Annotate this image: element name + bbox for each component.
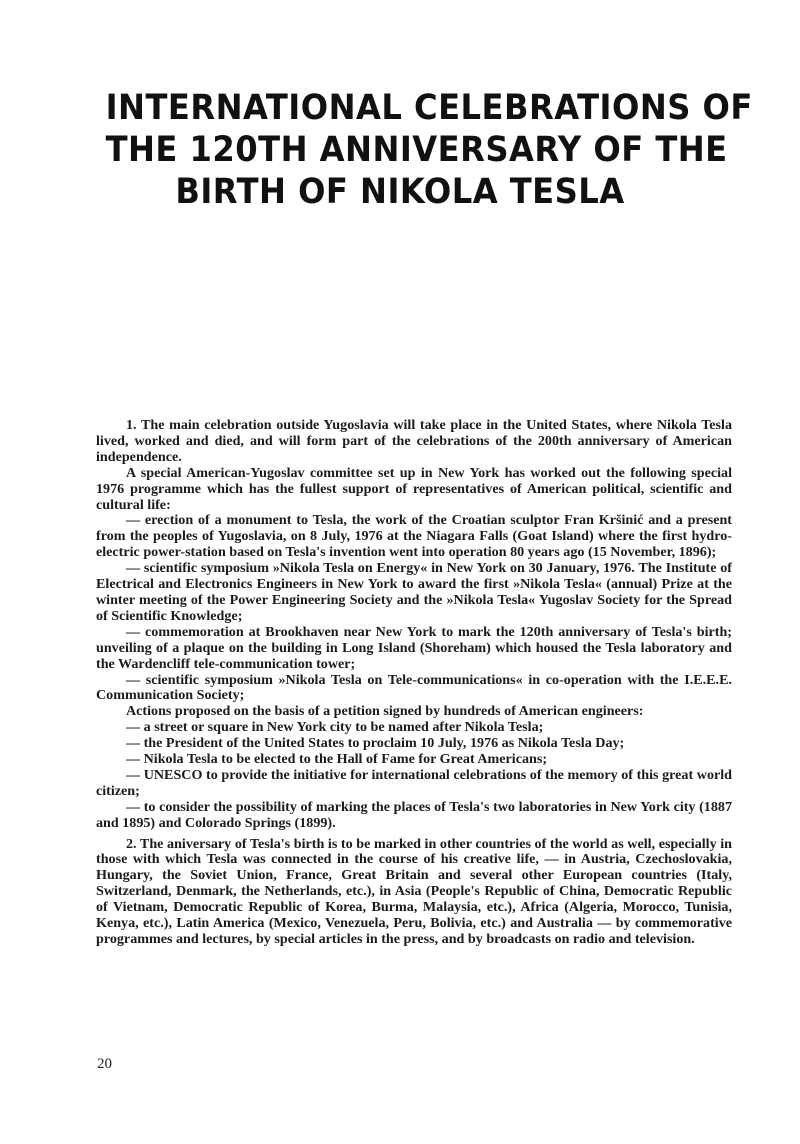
paragraph-2-other-countries: 2. The aniversary of Tesla's birth is to be marked in other countries of the world as well, especially in those with which Tesla was connected in the course of his creative life, — in Austria, Czechoslovakia, Hungary, the Soviet Union, France, Great Britain and several other European countries (Italy, Switzerland, Denmark, the Netherlands, etc.), in Asia (People's Republic of China, Democratic Republic of Vietnam, Democratic Republic of Korea, Burma, Malaysia, etc.), Africa (Algeria, Morocco, Tunisia, Kenya, etc.), Latin America (Mexico, Venezuela, Peru, Bolivia, etc.) and Australia — by commemorative programmes and lectures, by special articles in the press, and by broadcasts on radio and television.: [96, 835, 732, 947]
list-item-telecom-symposium: — scientific symposium »Nikola Tesla on Tele-communications« in co-operation with the I.E.E.E. Communication Society;: [96, 671, 732, 704]
page-title: [105, 87, 753, 213]
title-line-1: INTERNATIONAL CELEBRATIONS OF: [105, 88, 753, 129]
list-item-tesla-day: — the President of the United States to proclaim 10 July, 1976 as Nikola Tesla Day;: [126, 735, 625, 752]
paragraph-2: A special American-Yugoslav committee set up in New York has worked out the following special 1976 programme which has the fullest support of representatives of American political, scientific and cultural life:: [96, 464, 732, 513]
list-item-laboratories: — to consider the possibility of marking the places of Tesla's two laboratories in New York city (1887 and 1895) and Colorado Springs (1899).: [96, 798, 732, 831]
paragraph-actions: Actions proposed on the basis of a petition signed by hundreds of American engineers:: [126, 703, 644, 720]
list-item-unesco: — UNESCO to provide the initiative for international celebrations of the memory of this great world citizen;: [96, 766, 732, 799]
list-item-commemoration: — commemoration at Brookhaven near New York to mark the 120th anniversary of Tesla's birth; unveiling of a plaque on the building in Long Island (Shoreham) which housed the Tesla laboratory and the Wardencliff tele-communication tower;: [96, 623, 732, 672]
article-body: [96, 418, 732, 948]
list-item-street: — a street or square in New York city to be named after Nikola Tesla;: [126, 719, 544, 736]
title-line-2: THE 120TH ANNIVERSARY OF THE: [105, 130, 728, 171]
paragraph-1: 1. The main celebration outside Yugoslavia will take place in the United States, where Nikola Tesla lived, worked and died, and will form part of the celebrations of the 200th anniversary of American independence.: [96, 417, 732, 465]
list-item-monument: — erection of a monument to Tesla, the work of the Croatian sculptor Fran Kršinić and a present from the peoples of Yugoslavia, on 8 July, 1976 at the Niagara Falls (Goat Island) where the first hydro-electric power-station based on Tesla's invention went into operation 80 years ago (15 November, 1896);: [96, 512, 732, 561]
title-line-3: BIRTH OF NIKOLA TESLA: [175, 172, 625, 213]
list-item-hall-of-fame: — Nikola Tesla to be elected to the Hall of Fame for Great Americans;: [126, 751, 548, 768]
page-number: 20: [97, 1056, 112, 1072]
list-item-energy-symposium: — scientific symposium »Nikola Tesla on Energy« in New York on 30 January, 1976. The Institute of Electrical and Electronics Engineers in New York to award the first »Nikola Tesla« (annual) Prize at the winter meeting of the Power Engineering Society and the »Nikola Tesla« Yugoslav Society for the Spread of Scientific Knowledge;: [96, 560, 732, 624]
